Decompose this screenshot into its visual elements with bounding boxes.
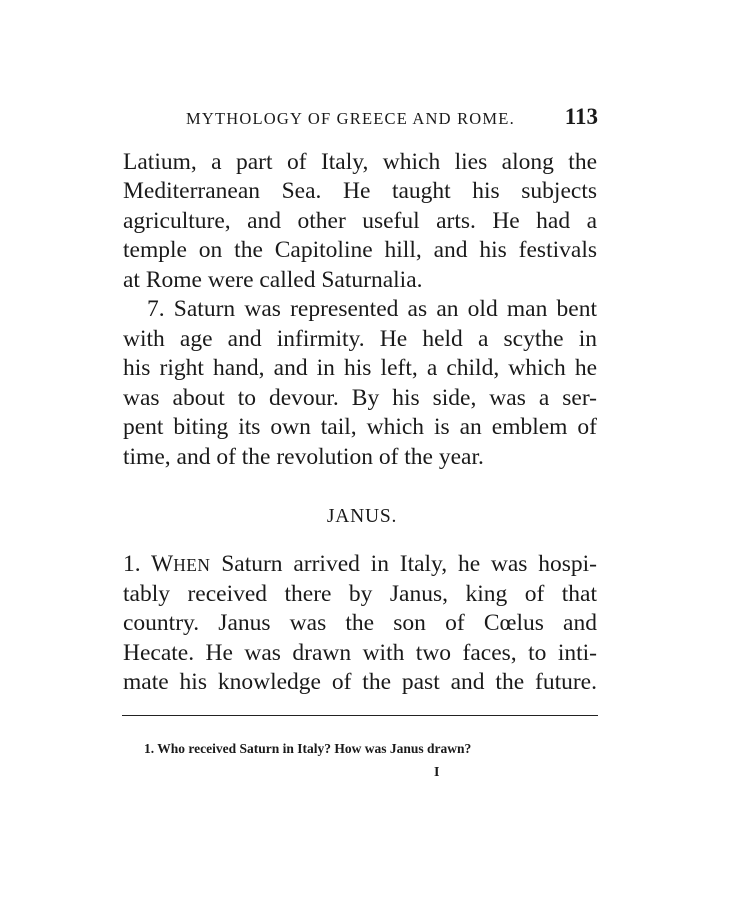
- text-line: 7. Saturn was represented as an old man bent: [147, 296, 597, 322]
- text-line: temple on the Capitoline hill, and his festivals: [123, 237, 597, 263]
- text-line: country. Janus was the son of Cœlus and: [123, 610, 597, 636]
- text-line: time, and of the revolution of the year.: [123, 444, 484, 470]
- drop-initial: W: [151, 551, 174, 577]
- text-line: was about to devour. By his side, was a ser-: [123, 385, 597, 411]
- footnote-divider: [122, 715, 598, 716]
- text-line: Hecate. He was drawn with two faces, to inti-: [123, 640, 597, 666]
- running-title: MYTHOLOGY OF GREECE AND ROME.: [186, 109, 515, 128]
- page-number: 113: [564, 104, 598, 129]
- paragraph-number: 1.: [123, 551, 141, 577]
- text-line: Latium, a part of Italy, which lies along the: [123, 149, 597, 175]
- text-line: with age and infirmity. He held a scythe in: [123, 326, 597, 352]
- first-line-rest: Saturn arrived in Italy, he was hospi-: [210, 551, 597, 577]
- text-line: agriculture, and other useful arts. He had a: [123, 208, 597, 234]
- text-line: mate his knowledge of the past and the future.: [123, 669, 597, 695]
- text-line: pent biting its own tail, which is an emblem of: [123, 414, 597, 440]
- text-line: tably received there by Janus, king of that: [123, 581, 597, 607]
- small-caps: HEN: [173, 556, 211, 575]
- text-line: his right hand, and in his left, a child, which he: [123, 355, 597, 381]
- section-heading: JANUS.: [326, 506, 398, 527]
- footnote-questions: 1. Who received Saturn in Italy? How was Janus drawn?: [144, 741, 472, 756]
- janus-first-line: [123, 549, 597, 579]
- text-line: Mediterranean Sea. He taught his subjects: [123, 178, 597, 204]
- running-header: [186, 104, 598, 134]
- signature-mark: I: [434, 765, 440, 780]
- text-line: at Rome were called Saturnalia.: [123, 267, 423, 293]
